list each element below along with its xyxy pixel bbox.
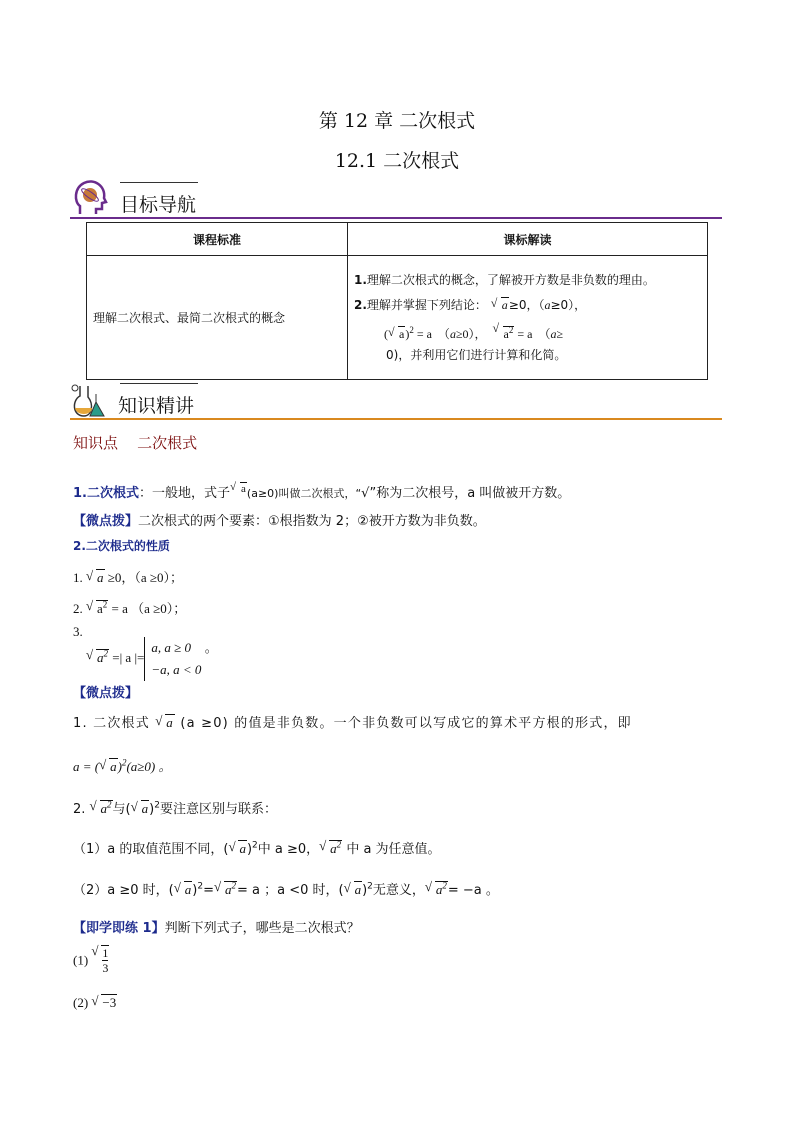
section-title: 12.1 二次根式 bbox=[334, 150, 460, 172]
knowledge-point-heading: 知识点 二次根式 bbox=[73, 434, 198, 452]
property-3-number: 3. bbox=[73, 624, 83, 639]
exercise-line: 【即学即练 1】判断下列式子，哪些是二次根式？ bbox=[73, 921, 360, 936]
tip-heading: 【微点拨】 bbox=[73, 686, 139, 701]
table-header: 课程标准 bbox=[87, 223, 348, 256]
tip-line: 【微点拨】二次根式的两个要素：①根指数为 2；②被开方数为非负数。 bbox=[73, 514, 486, 529]
tip-text-2-2: （2）a ≥0 时，(√ a)$^2$=√ $a^2= a$ ；a <0 时，(√ a)$^2$无意义，√ $a^2= -a$ 。 bbox=[73, 879, 499, 898]
flask-icon bbox=[70, 382, 110, 418]
property-1: 1. √ a ≥0，（a ≥0）； bbox=[73, 567, 183, 586]
tip-text-2: 2. √ $a^2$与(√ a)$^2$要注意区别与联系： bbox=[73, 798, 277, 817]
property-3: √ $a^2$ =| a |=a, a ≥ 0 −a, a < 0 。 bbox=[86, 637, 218, 681]
properties-heading: 2.二次根式的性质 bbox=[73, 539, 170, 553]
table-cell: 理解二次根式、最简二次根式的概念 bbox=[87, 256, 348, 380]
tip-formula: a = (√ a)$^2$(a≥0) 。 bbox=[73, 756, 172, 775]
table-header: 课标解读 bbox=[348, 223, 708, 256]
head-brain-icon bbox=[72, 178, 108, 218]
tip-text-1: 1. 二次根式 √ a (a ≥0) 的值是非负数。一个非负数可以写成它的算术平方根的形式，即 bbox=[73, 712, 632, 731]
property-2: 2. √ $a^2 = a$ （a ≥0）； bbox=[73, 598, 186, 617]
question-2: (2) √ −3 bbox=[73, 995, 117, 1011]
chapter-title: 第 12 章 二次根式 bbox=[318, 110, 476, 132]
definition-line: 1.二次根式：一般地，式子√ $^a$(a≥0)叫做二次根式，“√”称为二次根号，a 叫做被开方数。 bbox=[73, 482, 570, 501]
knowledge-heading: 知识精讲 bbox=[118, 395, 195, 417]
nav-heading: 目标导航 bbox=[120, 194, 197, 216]
tip-text-2-1: （1）a 的取值范围不同，(√ a)$^2$中 a ≥0，√ $a^2$ 中 a 为任意值。 bbox=[73, 838, 441, 857]
curriculum-table bbox=[86, 222, 708, 380]
table-cell: 1.理解二次根式的概念，了解被开方数是非负数的理由。 2.理解并掌握下列结论： √ a≥0，（a≥0）， (√ a)$^2$ = a （a≥0）， √ $a^2 = a$ （a≥ 0)，并利用它们进行计算和化简。 bbox=[348, 256, 708, 380]
question-1: (1) √ $\frac{1}{3}$ bbox=[73, 945, 109, 976]
